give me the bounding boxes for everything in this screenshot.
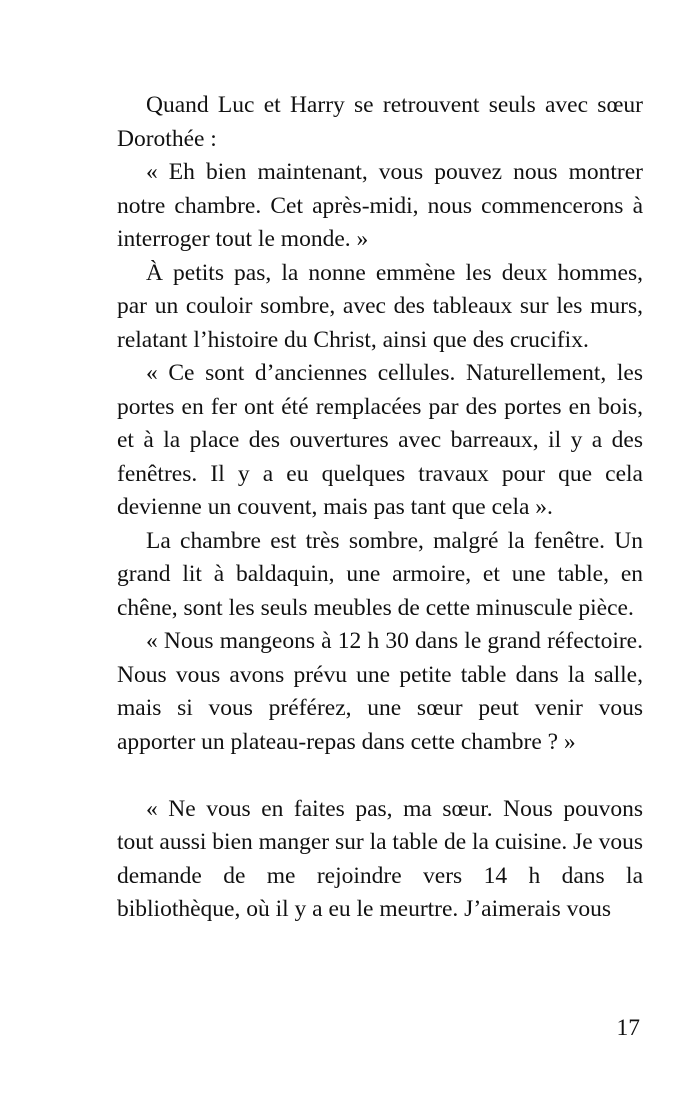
paragraph-3: À petits pas, la nonne emmène les deux hommes, par un couloir sombre, avec des tableaux sur les murs, relatant l’histoire du Christ, ainsi que des crucifix.	[117, 259, 643, 353]
paragraph-7: « Ne vous en faites pas, ma sœur. Nous pouvons tout aussi bien manger sur la table de la cuisine. Je vous demande de me rejoindre vers 14 h dans la bibliothèque, où il y a eu le meurtre. J’aimerais vous	[117, 795, 644, 922]
paragraph-6: « Nous mangeons à 12 h 30 dans le grand réfectoire. Nous vous avons prévu une petite table dans la salle, mais si vous préférez, une sœur peut venir vous apporter un plateau-repas dans cette chambre ? »	[117, 628, 643, 755]
paragraph-1: Quand Luc et Harry se retrouvent seuls avec sœur Dorothée :	[117, 92, 643, 152]
page-number: 17	[616, 1015, 640, 1041]
paragraph-2: « Eh bien maintenant, vous pouvez nous montrer notre chambre. Cet après-midi, nous commencerons à interroger tout le monde. »	[117, 159, 643, 252]
paragraph-4: « Ce sont d’anciennes cellules. Naturellement, les portes en fer ont été remplacées par des portes en bois, et à la place des ouvertures avec barreaux, il y a des fenêtres. Il y a eu quelques travaux pour que cela devienne un couvent, mais pas tant que cela ».	[117, 360, 643, 520]
paragraph-5: La chambre est très sombre, malgré la fenêtre. Un grand lit à baldaquin, une armoire, et une table, en chêne, sont les seuls meubles de cette minuscule pièce.	[117, 527, 643, 621]
page-text	[117, 89, 643, 927]
